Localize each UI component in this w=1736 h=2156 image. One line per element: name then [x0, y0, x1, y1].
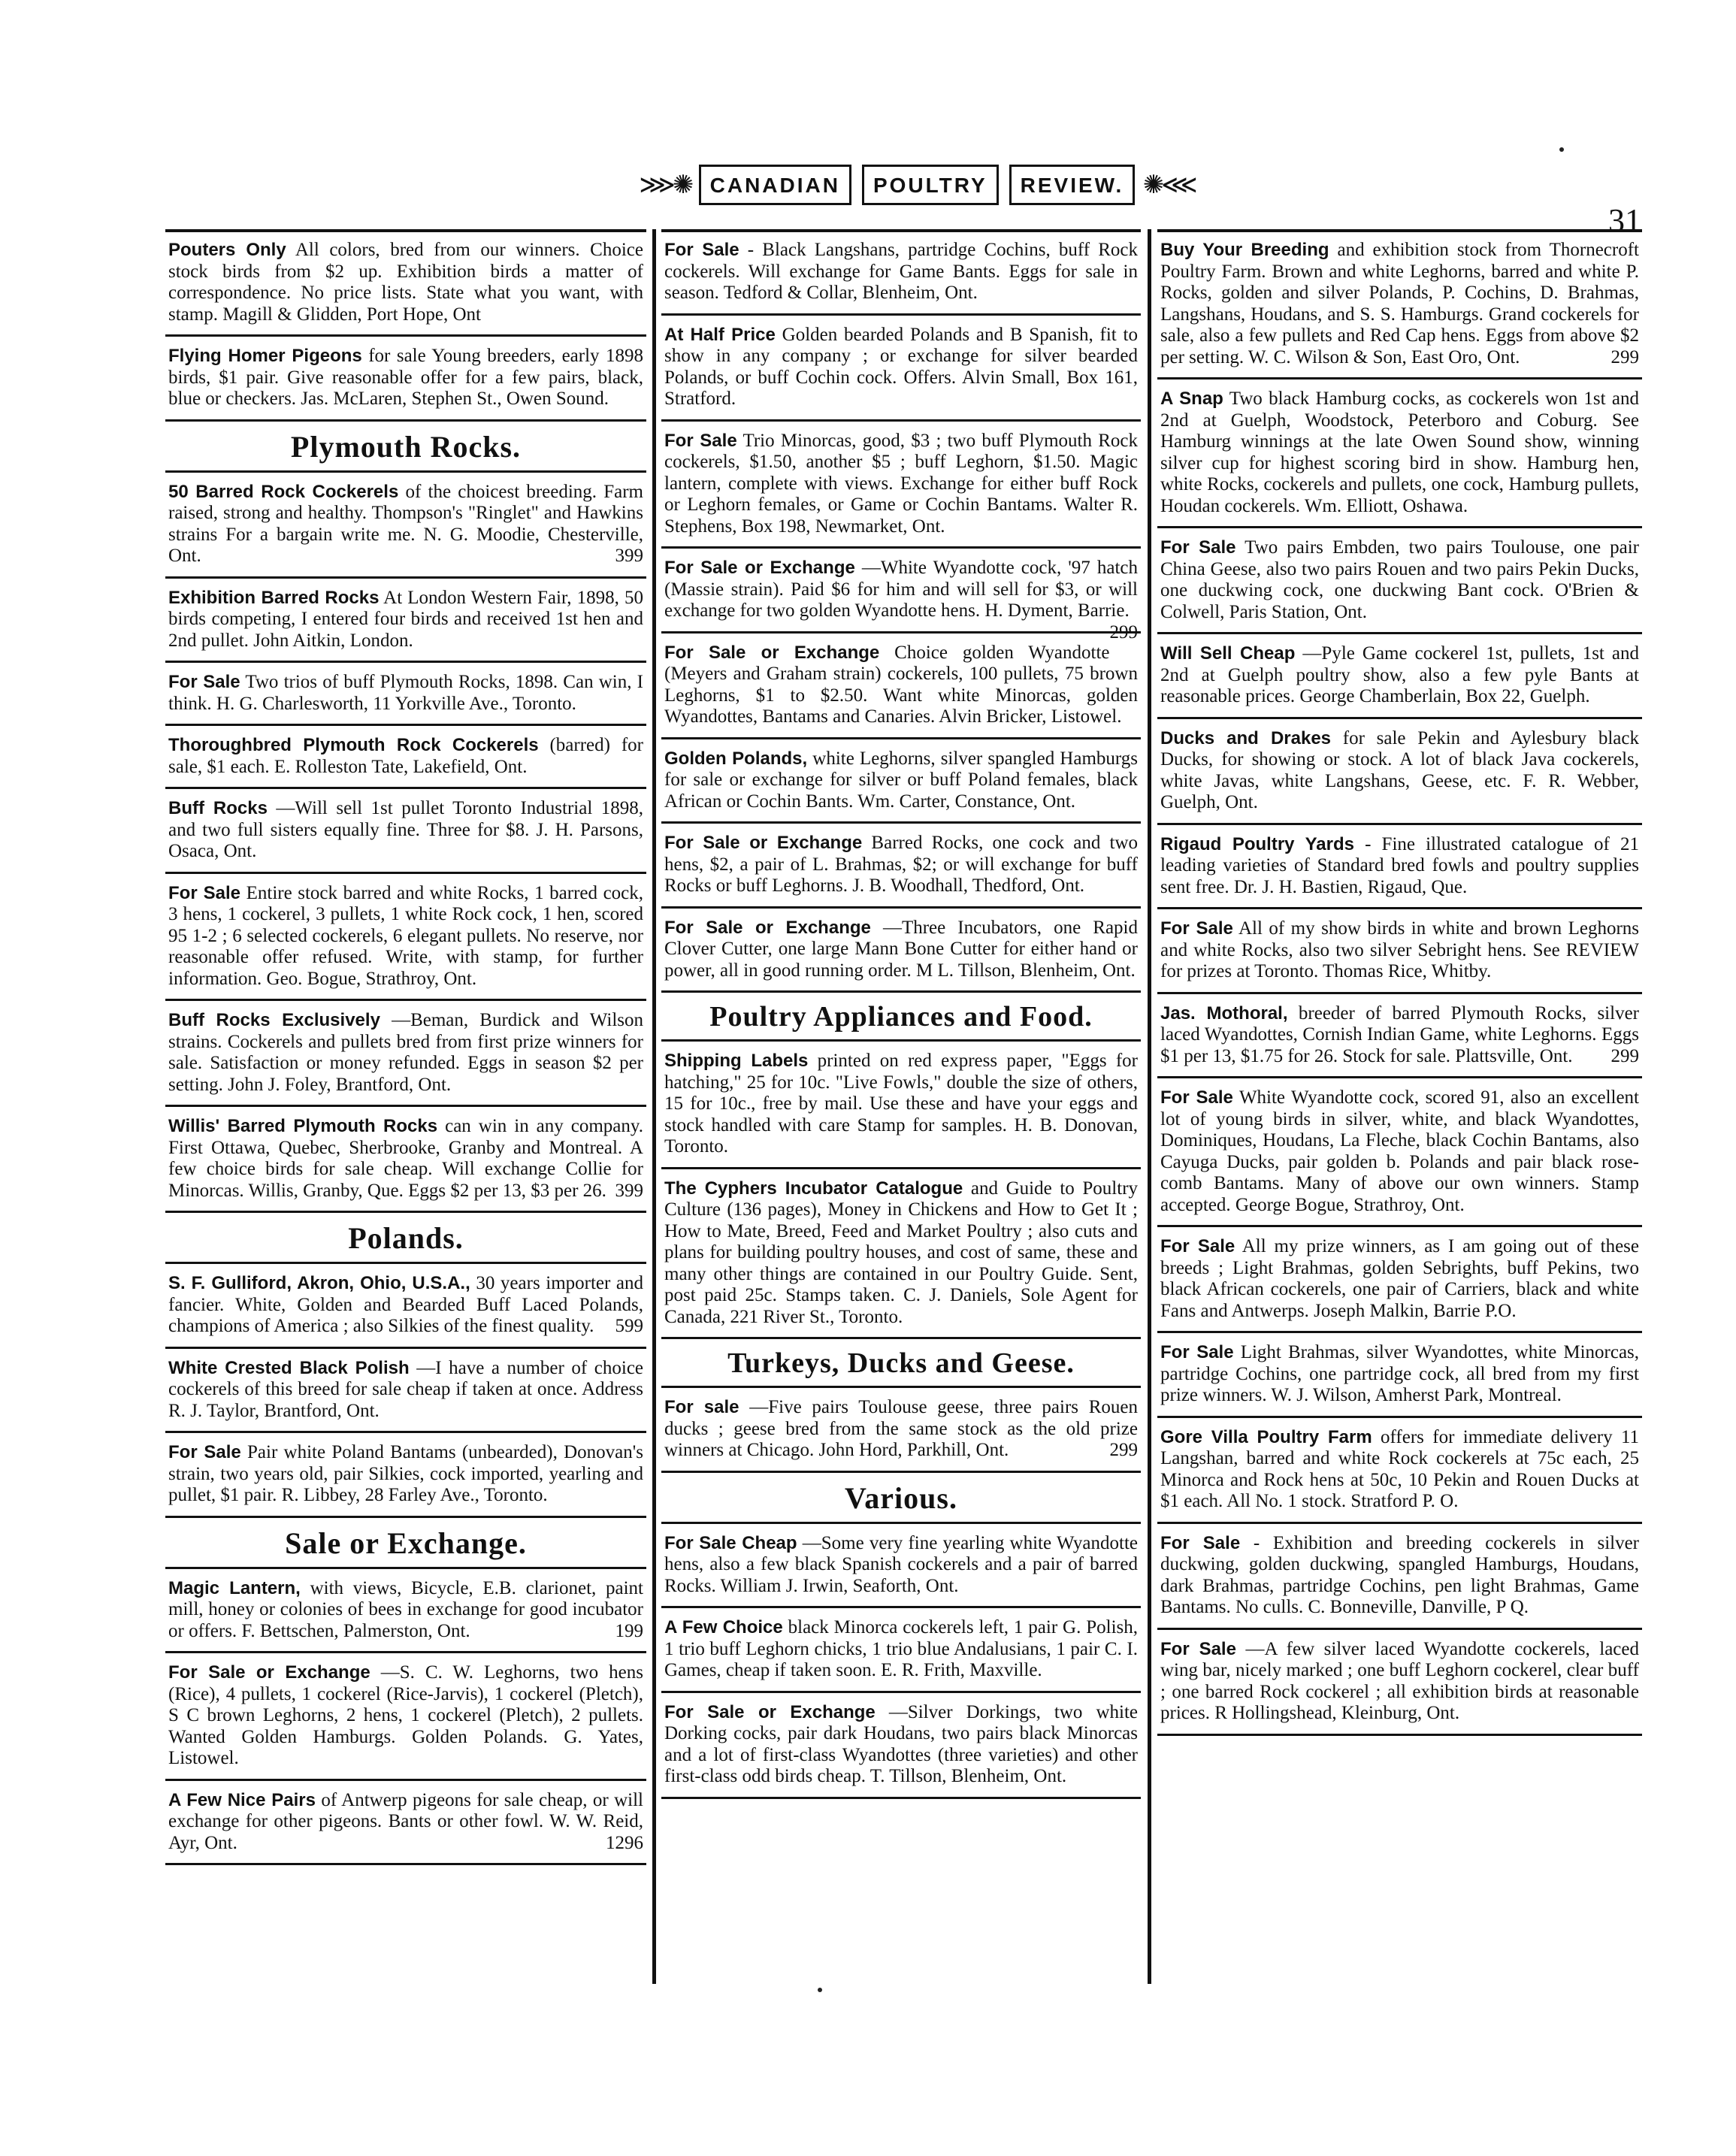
- ad-code: 399: [615, 1180, 643, 1201]
- section-heading: Polands.: [165, 1213, 646, 1264]
- ad-heading: Ducks and Drakes: [1160, 727, 1332, 748]
- classified-ad: [165, 1001, 646, 1107]
- ad-body: —Will sell 1st pullet Toronto Industrial 1898, and two full sisters equally fine. Three for $8. J. H. Parsons, Osaca, Ont.: [168, 798, 644, 861]
- ad-heading: Gore Villa Poultry Farm: [1160, 1426, 1372, 1447]
- ad-heading: At Half Price: [664, 324, 776, 345]
- ad-heading: For Sale Cheap: [664, 1532, 797, 1553]
- ad-body: (barred) for sale, $1 each. E. Rolleston Tate, Lakefield, Ont.: [168, 735, 643, 777]
- ad-code: 599: [615, 1316, 643, 1336]
- classified-ad: [661, 549, 1141, 643]
- ad-heading: For Sale: [1160, 537, 1236, 558]
- classified-ad: [1157, 528, 1642, 634]
- ad-body: —White Wyandotte cock, '97 hatch (Massie strain). Paid $6 for him and will sell for $3, or will exchange for two golden Wyandotte hens. H. Dyment, Barrie.: [664, 558, 1138, 621]
- ad-body: All colors, bred from our winners. Choice stock birds from $2 up. Exhibition birds a matter of correspondence. No price lists. State what you want, with stamp. Magill & Glidden, Port Hope, Ont: [168, 240, 643, 325]
- classified-ad: [1157, 1078, 1642, 1227]
- section-heading: Various.: [661, 1473, 1141, 1524]
- classified-ad: [661, 633, 1141, 739]
- masthead-word-review: REVIEW.: [1009, 165, 1136, 205]
- ad-body: for sale Pekin and Aylesbury black Ducks, for showing or stock. A lot of black Java cockerels, white Javas, white Langshans, Geese, etc. F. R. Webber, Guelph, Ont.: [1160, 727, 1639, 812]
- ad-body: —Five pairs Toulouse geese, three pairs Rouen ducks ; geese bred from the same stock as the old prize winners at Chicago. John Hord, Parkhill, Ont.: [664, 1397, 1138, 1460]
- classified-ad: [165, 1653, 646, 1781]
- ad-body: At London Western Fair, 1898, 50 birds competing, I entered four birds and received 1st hen and 2nd pullet. John Aitkin, London.: [168, 587, 643, 651]
- classified-ad: [661, 909, 1141, 993]
- ad-heading: For Sale: [664, 240, 739, 260]
- classified-ad: [165, 229, 646, 337]
- ad-body: Light Brahmas, silver Wyandottes, white Minorcas, partridge Cochins, one partridge cock, all bred from my first prize winners. W. J. Wilson, Amherst Park, Montreal.: [1160, 1342, 1640, 1405]
- ad-body: black Minorca cockerels left, 1 pair G. Polish, 1 trio buff Leghorn chicks, 1 trio blue Andalusians, 1 pair C. I. Games, cheap if taken soon. E. R. Frith, Maxville.: [664, 1617, 1139, 1680]
- page-number: 31: [1608, 202, 1641, 239]
- ad-body: - Exhibition and breeding cockerels in silver duckwing, golden duckwing, spangled Hamburgs, Houdans, dark Brahmas, partridge Cochins, pen light Brahmas, Game Bantams. No culls. C. Bonneville, Danville, P Q.: [1160, 1532, 1640, 1617]
- ad-body: 30 years importer and fancier. White, Golden and Bearded Buff Laced Polands, champions of America ; also Silkies of the finest quality.: [168, 1273, 643, 1336]
- classified-ad: [661, 1524, 1141, 1609]
- classified-ad: [1157, 994, 1642, 1079]
- classified-ad: [165, 1349, 646, 1434]
- ad-body: —A few silver laced Wyandotte cockerels, laced wing bar, nicely marked ; one buff Leghorn cockerel, clear buff ; one barred Rock cockerel ; all exhibition birds at reasonable prices. R Hollingshead, Kleinburg, Ont.: [1160, 1638, 1640, 1723]
- ad-body: —Pyle Game cockerel 1st, pullets, 1st and 2nd at Guelph poultry show, also a few pyle Bants at reasonable prices. George Chamberlain, Box 22, Guelph.: [1160, 643, 1640, 706]
- ad-body: breeder of barred Plymouth Rocks, silver laced Wyandottes, Cornish Indian Game, white Leghorns. Eggs $1 per 13, $1.75 for 26. Stock for sale. Plattsville, Ont.: [1160, 1002, 1639, 1066]
- masthead-title: [699, 165, 1136, 205]
- ad-body: —Silver Dorkings, two white Dorking cocks, pair dark Houdans, two pairs black Minorcas and a lot of first-class Wyandottes (three varieties) and other first-class odd birds cheap. T. Tillson, Blenheim, Ont.: [664, 1701, 1138, 1786]
- ad-code: 199: [615, 1620, 643, 1641]
- section-heading: Poultry Appliances and Food.: [661, 993, 1141, 1042]
- ad-body: —Some very fine yearling white Wyandotte hens, also a few black Spanish cockerels and a pair of barred Rocks. William J. Irwin, Seaforth, Ont.: [664, 1532, 1138, 1596]
- classified-ad: [165, 337, 646, 422]
- ad-body: —S. C. W. Leghorns, two hens (Rice), 4 pullets, 1 cockerel (Rice-Jarvis), 1 cockerel (Pletch), S C brown Leghorns, 2 hens, 1 cockerel (Pletch), 2 pullets. Wanted Golden Hamburgs. Golden Polands. G. Yates, Listowel.: [168, 1662, 643, 1768]
- classified-ad: [1157, 634, 1642, 719]
- ad-body: and Guide to Poultry Culture (136 pages), Money in Chickens and How to Get It ; How to Mate, Breed, Feed and Market Poultry ; also cuts and plans for building poultry houses, and cost of same, these and many other things are contained in our Poultry Guide. Sent, post paid 25c. Stamps taken. C. J. Daniels, Sole Agent for Canada, 221 River St., Toronto.: [664, 1178, 1139, 1327]
- ornament-left-icon: ⋙✺: [639, 171, 691, 199]
- classified-ad: [165, 789, 646, 874]
- classified-ad: [661, 739, 1141, 824]
- classified-ad: [1157, 1333, 1642, 1418]
- ad-body: white Leghorns, silver spangled Hamburgs for sale or exchange for silver or buff Poland females, black African or Cochin Bants. Wm. Carter, Constance, Ont.: [664, 748, 1138, 812]
- classified-ad: [165, 726, 646, 789]
- ad-body: Two trios of buff Plymouth Rocks, 1898. Can win, I think. H. G. Charlesworth, 11 Yorkville Ave., Toronto.: [168, 672, 643, 714]
- column-1: [165, 229, 646, 1865]
- ad-body: Trio Minorcas, good, $3 ; two buff Plymouth Rock cockerels, $1.50, another $5 ; buff Leghorn, $1.50. Magic lantern, complete with views. Exchange for either buff Rock or Leghorn females, or Game or Cochin Bantams. Walter R. Stephens, Box 198, Newmarket, Ont.: [664, 430, 1138, 537]
- classified-ad: [661, 422, 1141, 549]
- classified-ad: [1157, 909, 1642, 994]
- ad-heading: For Sale: [168, 672, 240, 692]
- ad-heading: S. F. Gulliford, Akron, Ohio, U.S.A.,: [168, 1273, 470, 1293]
- classified-ad: [1157, 379, 1642, 528]
- ad-heading: For Sale: [1160, 1638, 1236, 1659]
- column-divider: [652, 229, 656, 1984]
- ad-body: Golden bearded Polands and B Spanish, fit to show in any company ; or exchange for silver bearded Polands, or buff Cochin cock. Offers. Alvin Small, Box 161, Stratford.: [664, 324, 1139, 409]
- column-2: [661, 229, 1141, 1799]
- classified-ad: [661, 1608, 1141, 1693]
- ad-heading: A Few Nice Pairs: [168, 1789, 316, 1810]
- ad-body: Entire stock barred and white Rocks, 1 barred cock, 3 hens, 1 cockerel, 3 pullets, 1 white Rock cock, 1 hen, scored 95 1-2 ; 6 selected cockerels, 6 elegant pullets. No reserve, nor reasonable offer refused. Write, with stamp, for further information. Geo. Bogue, Strathroy, Ont.: [168, 882, 644, 989]
- ornament-right-icon: ✺⋘: [1142, 171, 1195, 199]
- ad-body: offers for immediate delivery 11 Langshan, barred and white Rock cockerels at 75c each, 25 Minorca and Rock hens at 50c, 10 Pekin and Rouen Ducks at $1 each. All No. 1 stock. Stratford P. O.: [1160, 1426, 1640, 1511]
- ad-code: 299: [1109, 1440, 1138, 1460]
- ad-heading: Thoroughbred Plymouth Rock Cockerels: [168, 735, 539, 755]
- ad-heading: Willis' Barred Plymouth Rocks: [168, 1116, 438, 1136]
- ad-heading: For Sale or Exchange: [664, 917, 871, 938]
- ad-code: 299: [1610, 346, 1639, 367]
- ad-heading: Will Sell Cheap: [1160, 643, 1296, 664]
- ad-body: - Black Langshans, partridge Cochins, buff Rock cockerels. Will exchange for Game Bants. Eggs for sale in season. Tedford & Collar, Blenheim, Ont.: [664, 240, 1139, 303]
- ad-body: printed on red express paper, "Eggs for hatching," 25 for 10c. "Live Fowls," double the size of others, 15 for 10c., free by mail. Use these and have your eggs and stock handled with care Stamp for samples. H. B. Donovan, Toronto.: [664, 1051, 1139, 1157]
- ad-heading: Flying Homer Pigeons: [168, 346, 362, 366]
- printer-speck: [1559, 147, 1564, 152]
- classified-ad: [1157, 1418, 1642, 1524]
- classified-ad: [1157, 825, 1642, 910]
- ad-heading: Shipping Labels: [664, 1051, 809, 1071]
- ad-body: with views, Bicycle, E.B. clarionet, paint mill, honey or colonies of bees in exchange for good incubator or offers. F. Bettschen, Palmerston, Ont.: [168, 1577, 643, 1641]
- ad-heading: Buff Rocks Exclusively: [168, 1010, 380, 1030]
- column-3: [1157, 229, 1642, 1736]
- classified-ad: [661, 1042, 1141, 1169]
- ad-heading: Buff Rocks: [168, 798, 268, 818]
- ad-heading: For Sale: [664, 430, 737, 451]
- classified-ad: [165, 579, 646, 664]
- ad-body: Barred Rocks, one cock and two hens, $2, a pair of L. Brahmas, $2; or will exchange for buff Rocks or buff Leghorns. J. B. Woodhall, Thedford, Ont.: [664, 833, 1139, 896]
- ad-heading: Buy Your Breeding: [1160, 240, 1329, 260]
- ad-heading: Rigaud Poultry Yards: [1160, 833, 1354, 854]
- ad-heading: For sale: [664, 1397, 739, 1417]
- ad-code: 1296: [606, 1832, 643, 1853]
- ad-body: —I have a number of choice cockerels of this breed for sale cheap if taken at once. Address R. J. Taylor, Brantford, Ont.: [168, 1357, 644, 1421]
- ad-heading: For Sale: [1160, 1342, 1234, 1362]
- ad-heading: The Cyphers Incubator Catalogue: [664, 1178, 963, 1199]
- ad-body: of Antwerp pigeons for sale cheap, or will exchange for other pigeons. Bants or other fowl. W. W. Reid, Ayr, Ont.: [168, 1789, 643, 1853]
- ad-body: White Wyandotte cock, scored 91, also an excellent lot of young birds in silver, white, and black Wyandottes, Dominiques, Houdans, La Fleche, black Cochin Bantams, also Cayuga Ducks, pair golden b. Polands and pair black rose-comb Bantams. Many of above our own winners. Stamp accepted. George Bogue, Strathroy, Ont.: [1160, 1087, 1639, 1215]
- classified-ad: [165, 1569, 646, 1654]
- ad-body: can win in any company. First Ottawa, Quebec, Sherbrooke, Granby and Montreal. A few choice birds for sale cheap. Will exchange Collie for Minorcas. Willis, Granby, Que. Eggs $2 per 13, $3 per 26.: [168, 1116, 644, 1201]
- ad-heading: A Snap: [1160, 389, 1223, 409]
- classified-ad: [661, 1693, 1141, 1799]
- ad-body: Two black Hamburg cocks, as cockerels won 1st and 2nd at Guelph, Woodstock, Peterboro and Coburg. See Hamburg winnings at the late Owen Sound show, winning silver cup for highest scoring bird in show. Hamburg hen, white Rocks, cockerels and pullets, one cock, Hamburg pullets, Houdan cockerels. Wm. Elliott, Oshawa.: [1160, 389, 1639, 516]
- ad-heading: Pouters Only: [168, 240, 286, 260]
- classified-ad: [1157, 719, 1642, 825]
- classified-ad: [165, 1433, 646, 1518]
- ad-body: Choice golden Wyandotte (Meyers and Graham strain) cockerels, 100 pullets, 75 brown Leghorns, $1 to $2.50. Want white Minorcas, golden Wyandottes, Bantams and Canaries. Alvin Bricker, Listowel.: [664, 642, 1138, 727]
- masthead: [631, 159, 1202, 210]
- classified-ad: [1157, 229, 1642, 379]
- ad-heading: For Sale: [1160, 1532, 1241, 1553]
- ad-heading: For Sale or Exchange: [664, 1701, 876, 1722]
- column-divider: [1148, 229, 1151, 1984]
- classified-ad: [165, 874, 646, 1002]
- ad-heading: Exhibition Barred Rocks: [168, 587, 380, 608]
- ad-heading: For Sale: [168, 882, 241, 903]
- ad-heading: For Sale: [1160, 1087, 1233, 1108]
- ad-body: Two pairs Embden, two pairs Toulouse, one pair China Geese, also two pairs Rouen and two pairs Pekin Ducks, one duckwing cock, one duckwing Bant cock. O'Brien & Colwell, Paris Station, Ont.: [1160, 537, 1639, 622]
- classified-ad: [661, 316, 1141, 422]
- ad-heading: Magic Lantern,: [168, 1577, 301, 1598]
- classified-ad: [1157, 1524, 1642, 1630]
- ad-code: 299: [1109, 621, 1138, 643]
- classified-ad: [165, 663, 646, 726]
- ad-heading: Jas. Mothoral,: [1160, 1002, 1288, 1024]
- ad-body: All of my show birds in white and brown Leghorns and white Rocks, also two silver Sebright hens. See REVIEW for prizes at Toronto. Thomas Rice, Whitby.: [1160, 918, 1640, 981]
- masthead-word-poultry: POULTRY: [862, 165, 999, 205]
- ad-body: All my prize winners, as I am going out of these breeds ; Light Brahmas, golden Sebrights, buff Pekins, two black African cockerels, one pair of Carriers, black and white Fans and Antwerps. Joseph Malkin, Barrie P.O.: [1160, 1236, 1639, 1321]
- classified-ad: [165, 1264, 646, 1349]
- ad-body: —Beman, Burdick and Wilson strains. Cockerels and pullets bred from first prize winners for sale. Satisfaction or money refunded. Eggs in season $2 per setting. John J. Foley, Brantford, Ont.: [168, 1010, 644, 1095]
- ad-code: 299: [1610, 1045, 1639, 1066]
- ad-heading: For Sale or Exchange: [664, 833, 863, 853]
- ad-body: for sale Young breeders, early 1898 birds, $1 pair. Give reasonable offer for a few pairs, black, blue or checkers. Jas. McLaren, Stephen St., Owen Sound.: [168, 346, 644, 409]
- ad-body: Pair white Poland Bantams (unbearded), Donovan's strain, two years old, pair Silkies, cock imported, yearling and pullet, $1 pair. R. Libbey, 28 Farley Ave., Toronto.: [168, 1442, 644, 1505]
- classified-ad: [1157, 1630, 1642, 1736]
- ad-body: of the choicest breeding. Farm raised, strong and healthy. Thompson's "Ringlet" and Hawkins strains For a bargain write me. N. G. Moodie, Chesterville, Ont.: [168, 481, 644, 566]
- masthead-word-canadian: CANADIAN: [699, 165, 851, 205]
- section-heading: Turkeys, Ducks and Geese.: [661, 1339, 1141, 1388]
- section-heading: Plymouth Rocks.: [165, 422, 646, 473]
- classified-ad: [1157, 1227, 1642, 1333]
- printer-speck: [818, 1988, 822, 1992]
- ad-heading: For Sale or Exchange: [168, 1662, 370, 1683]
- ad-heading: White Crested Black Polish: [168, 1357, 410, 1378]
- classified-ad: [165, 1781, 646, 1866]
- classified-ad: [661, 1169, 1141, 1340]
- classified-ad: [165, 473, 646, 579]
- ad-body: and exhibition stock from Thornecroft Poultry Farm. Brown and white Leghorns, barred and white P. Rocks, golden and silver Polands, P. Cochins, D. Brahmas, Langshans, Houdans, and S. S. Hamburgs. Grand cockerels for sale, also a few pullets and Red Cap hens. Eggs from above $2 per setting. W. C. Wilson & Son, East Oro, Ont.: [1160, 240, 1639, 367]
- ad-heading: For Sale or Exchange: [664, 558, 855, 578]
- classified-ad: [165, 1107, 646, 1213]
- ad-code: 399: [615, 546, 643, 566]
- ad-heading: For Sale or Exchange: [664, 642, 880, 663]
- ad-heading: For Sale: [1160, 918, 1233, 939]
- ad-heading: 50 Barred Rock Cockerels: [168, 481, 399, 502]
- ad-body: - Fine illustrated catalogue of 21 leading varieties of Standard bred fowls and poultry supplies sent free. Dr. J. H. Bastien, Rigaud, Que.: [1160, 833, 1639, 897]
- section-heading: Sale or Exchange.: [165, 1518, 646, 1569]
- classified-ad: [661, 824, 1141, 909]
- ad-heading: Golden Polands,: [664, 748, 808, 769]
- ad-heading: For Sale: [168, 1442, 241, 1462]
- classified-ad: [661, 1388, 1141, 1473]
- ad-body: —Three Incubators, one Rapid Clover Cutter, one large Mann Bone Cutter for either hand or power, all in good running order. M L. Tillson, Blenheim, Ont.: [664, 917, 1139, 981]
- ad-heading: A Few Choice: [664, 1617, 783, 1637]
- ad-heading: For Sale: [1160, 1236, 1235, 1256]
- classified-ad: [661, 229, 1141, 316]
